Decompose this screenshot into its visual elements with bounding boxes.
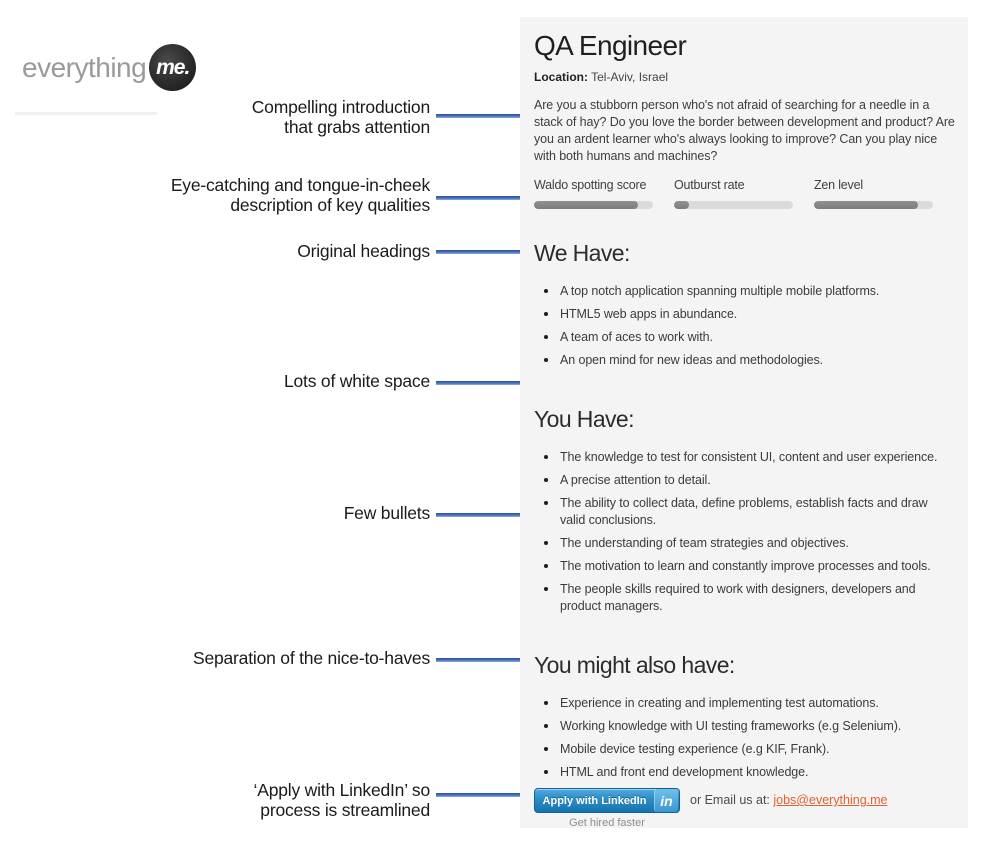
bullet-dot (544, 724, 548, 728)
location-label: Location: (534, 70, 588, 84)
apply-button-label: Apply with LinkedIn (542, 794, 647, 807)
we-have-list (534, 283, 954, 369)
meter-fill (814, 201, 918, 209)
connector-line (436, 114, 523, 118)
annotation-line: description of key qualities (230, 194, 430, 215)
bullet-dot (544, 478, 548, 482)
meter-label: Outburst rate (674, 178, 745, 192)
annotation-apply-with-linkedin (254, 781, 430, 820)
annotation-line: Separation of the nice-to-haves (192, 648, 430, 668)
annotation-line: ‘Apply with LinkedIn’ so (253, 780, 430, 800)
linkedin-icon: in (654, 789, 678, 812)
logo-me-badge-icon: me. (149, 44, 196, 91)
connector-line (436, 196, 523, 200)
meter-track (674, 201, 793, 209)
quality-meters (534, 178, 954, 209)
connector-line (436, 793, 530, 797)
annotation-line: Original headings (297, 241, 430, 261)
annotation-line: Eye-catching and tongue-in-cheek (170, 175, 430, 195)
bullet-dot (544, 541, 548, 545)
bullet-item: The knowledge to test for consistent UI, content and user experience. (534, 449, 954, 466)
bullet-item: A team of aces to work with. (534, 329, 954, 346)
email-link[interactable]: jobs@everything.me (773, 793, 888, 807)
location-value: Tel-Aviv, Israel (591, 70, 669, 84)
bullet-dot (544, 770, 548, 774)
bullet-dot (544, 312, 548, 316)
connector-line (436, 658, 523, 662)
bullet-item: A top notch application spanning multiple mobile platforms. (534, 283, 954, 300)
bullet-dot (544, 455, 548, 459)
meter-track (534, 201, 653, 209)
bullet-item: The ability to collect data, define problems, establish facts and draw valid conclusions. (534, 495, 954, 529)
bullet-dot (544, 335, 548, 339)
bullet-dot (544, 501, 548, 505)
annotation-few-bullets (344, 504, 430, 524)
meter-outburst-rate (674, 178, 793, 209)
section-heading-we-have: We Have: (534, 240, 630, 266)
you-have-list (534, 449, 954, 615)
job-title: QA Engineer (534, 30, 687, 61)
apply-row (534, 788, 888, 829)
apply-button-subtext: Get hired faster (569, 817, 645, 829)
company-logo (22, 44, 196, 91)
annotation-eye-catching-description (171, 176, 430, 215)
bullet-item: HTML5 web apps in abundance. (534, 306, 954, 323)
bullet-item: A precise attention to detail. (534, 472, 954, 489)
bullet-dot (544, 587, 548, 591)
job-location (534, 70, 954, 84)
meter-label: Waldo spotting score (534, 178, 647, 192)
section-heading-you-have: You Have: (534, 406, 634, 432)
logo-divider (15, 112, 157, 115)
meter-fill (534, 201, 638, 209)
email-apply-text (690, 793, 888, 807)
bullet-dot (544, 289, 548, 293)
connector-line (436, 381, 523, 385)
job-posting-panel (520, 17, 968, 828)
bullet-item: Experience in creating and implementing test automations. (534, 695, 954, 712)
annotation-lots-of-white-space (284, 372, 430, 392)
bullet-item: The motivation to learn and constantly improve processes and tools. (534, 558, 954, 575)
bullet-dot (544, 701, 548, 705)
logo-wordmark: everything (22, 51, 147, 83)
bullet-item: The people skills required to work with designers, developers and product managers. (534, 581, 954, 615)
section-heading-you-might-also-have: You might also have: (534, 652, 735, 678)
annotation-line: Lots of white space (283, 371, 430, 391)
bullet-dot (544, 564, 548, 568)
bullet-dot (544, 747, 548, 751)
annotation-compelling-introduction (252, 98, 430, 137)
annotation-original-headings (297, 242, 430, 262)
email-prefix: or Email us at: (690, 793, 770, 807)
linkedin-apply-block (534, 788, 680, 829)
meter-track (814, 201, 933, 209)
annotation-line: that grabs attention (284, 116, 430, 137)
bullet-item: Mobile device testing experience (e.g KIF, Frank). (534, 741, 954, 758)
annotation-line: Few bullets (343, 503, 430, 523)
meter-fill (674, 201, 689, 209)
meter-zen-level (814, 178, 933, 209)
apply-with-linkedin-button[interactable] (534, 788, 680, 813)
bullet-dot (544, 358, 548, 362)
job-intro-paragraph: Are you a stubborn person who's not afraid of searching for a needle in a stack of hay? Do you love the border between development and product? Are you an ardent learner who's always looking to improve? Can you play nice with both humans and machines? (534, 98, 955, 163)
bullet-item: The understanding of team strategies and objectives. (534, 535, 954, 552)
bullet-item: HTML and front end development knowledge. (534, 764, 954, 781)
bullet-item: An open mind for new ideas and methodologies. (534, 352, 954, 369)
annotation-line: Compelling introduction (251, 97, 430, 117)
bullet-item: Working knowledge with UI testing frameworks (e.g Selenium). (534, 718, 954, 735)
nice-to-have-list (534, 695, 954, 781)
connector-line (436, 513, 523, 517)
annotation-line: process is streamlined (260, 799, 430, 820)
meter-label: Zen level (814, 178, 863, 192)
meter-waldo-spotting-score (534, 178, 653, 209)
annotation-separation-nice-to-haves (193, 649, 430, 669)
connector-line (436, 250, 523, 254)
